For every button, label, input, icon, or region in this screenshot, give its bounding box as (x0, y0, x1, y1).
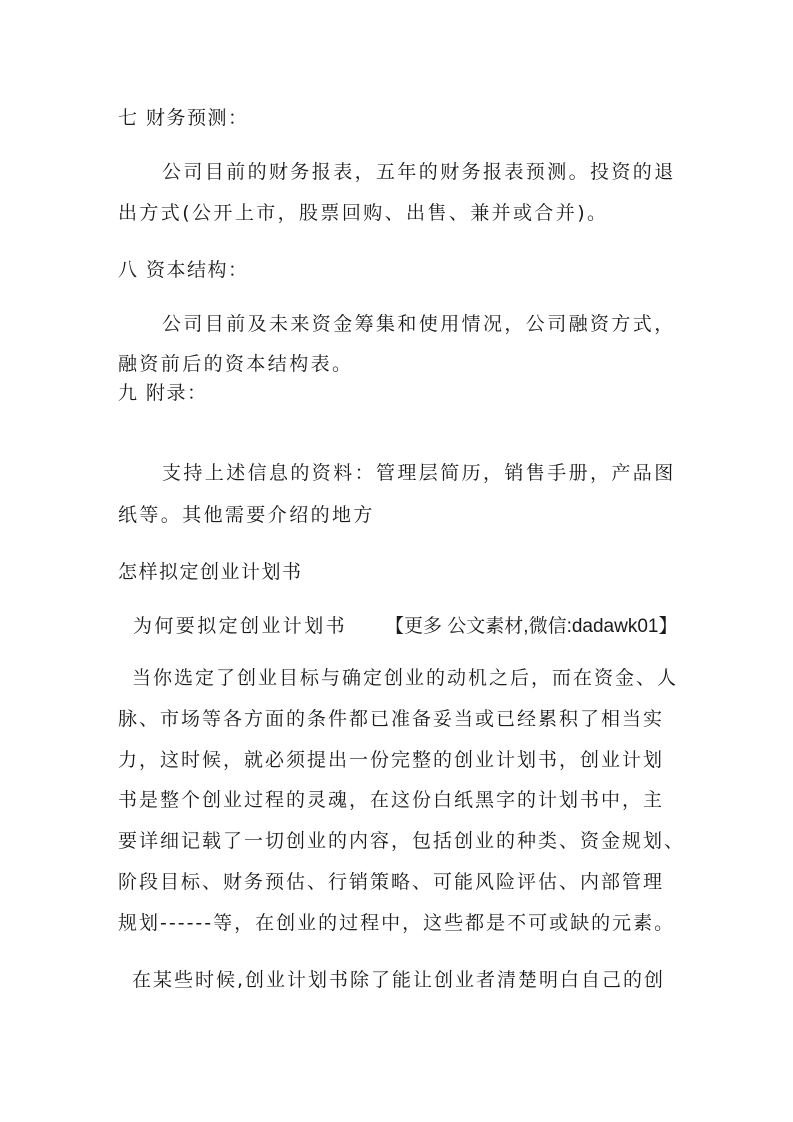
article-title: 怎样拟定创业计划书 (118, 561, 303, 583)
body-line: 公司目前的财务报表，五年的财务报表预测。投资的退 (162, 161, 676, 183)
article-subtitle-row (133, 614, 693, 639)
body-line: 公司目前及未来资金筹集和使用情况，公司融资方式， (162, 313, 676, 335)
body-line: 规划------等，在创业的过程中，这些都是不可或缺的元素。 (118, 912, 676, 934)
section-heading-financial-forecast: 七 财务预测： (118, 107, 249, 129)
promo-note: 【更多 公文素材,微信:dadawk01】 (385, 616, 678, 637)
body-line: 在某些时候,创业计划书除了能让创业者清楚明白自己的创 (132, 969, 666, 991)
section-heading-appendix: 九 附录： (118, 382, 208, 404)
section-heading-capital-structure: 八 资本结构： (118, 259, 249, 281)
body-line: 力，这时候，就必须提出一份完整的创业计划书，创业计划 (118, 749, 665, 771)
body-line: 要详细记载了一切创业的内容，包括创业的种类、资金规划、 (118, 830, 686, 852)
article-subtitle: 为何要拟定创业计划书 (133, 615, 348, 637)
body-line: 融资前后的资本结构表。 (118, 353, 354, 375)
body-line: 阶段目标、财务预估、行销策略、可能风险评估、内部管理 (118, 871, 665, 893)
body-line: 支持上述信息的资料：管理层简历，销售手册，产品图 (162, 462, 676, 484)
body-line: 当你选定了创业目标与确定创业的动机之后，而在资金、人 (132, 667, 679, 689)
body-line: 纸等。其他需要介绍的地方 (118, 504, 375, 526)
body-line: 书是整个创业过程的灵魂，在这份白纸黑字的计划书中，主 (118, 789, 665, 811)
body-line: 脉、市场等各方面的条件都已准备妥当或已经累积了相当实 (118, 708, 665, 730)
body-line: 出方式(公开上市，股票回购、出售、兼并或合并)。 (118, 202, 609, 224)
